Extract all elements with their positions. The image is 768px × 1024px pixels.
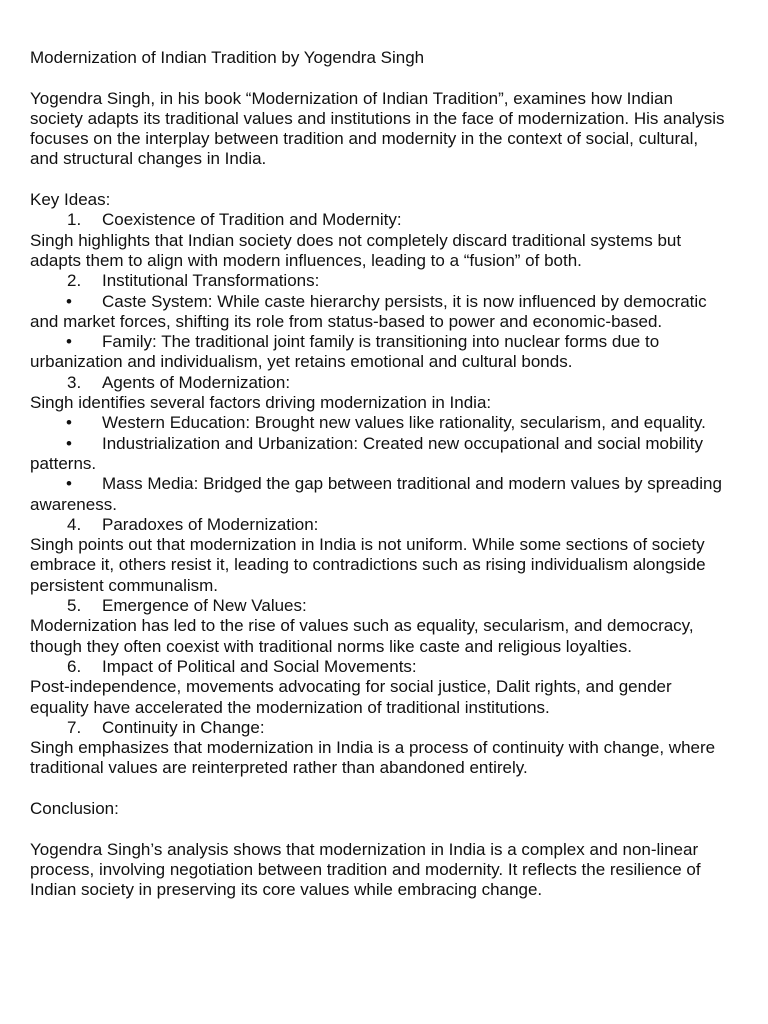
bullet-item <box>30 332 728 373</box>
spacer <box>30 779 728 799</box>
item-heading: Coexistence of Tradition and Modernity: <box>102 210 402 230</box>
item-heading: Impact of Political and Social Movements: <box>102 656 417 676</box>
item-number: 5. <box>67 596 82 616</box>
item-number: 2. <box>67 271 82 291</box>
numbered-item-7 <box>30 718 728 738</box>
item-heading: Continuity in Change: <box>102 717 265 737</box>
bullet-text: Family: The traditional joint family is transitioning into nuclear forms due to urbanization and individualism, yet retains emotional and cultural bonds. <box>30 332 660 372</box>
item-text: Modernization has led to the rise of values such as equality, secularism, and democracy, though they often coexist with traditional norms like caste and religious loyalties. <box>30 616 694 656</box>
item-heading: Emergence of New Values: <box>102 596 307 616</box>
numbered-item-6 <box>30 657 728 677</box>
item-text: Singh emphasizes that modernization in India is a process of continuity with change, where traditional values are reinterpreted rather than abandoned entirely. <box>30 738 716 778</box>
numbered-item-3 <box>30 373 728 393</box>
numbered-item-4 <box>30 515 728 535</box>
conclusion-heading: Conclusion: <box>30 798 119 818</box>
bullet-text: Mass Media: Bridged the gap between traditional and modern values by spreading awareness. <box>30 474 722 514</box>
bullet-icon: • <box>66 291 72 311</box>
numbered-item-5 <box>30 596 728 616</box>
item-text: Singh highlights that Indian society does not completely discard traditional systems but adapts them to align with modern influences, leading to a “fusion” of both. <box>30 230 682 270</box>
bullet-icon: • <box>66 474 72 494</box>
item-number: 6. <box>67 656 82 676</box>
bullet-text: Western Education: Brought new values like rationality, secularism, and equality. <box>102 413 706 433</box>
numbered-item-1 <box>30 210 728 230</box>
spacer <box>30 170 728 190</box>
conclusion-paragraph: Yogendra Singh’s analysis shows that modernization in India is a complex and non-linear process, involving negotiation between tradition and modernity. It reflects the resilience of Indian society in preserving its core values while embracing change. <box>30 839 701 900</box>
bullet-item <box>30 413 728 433</box>
spacer <box>30 68 728 88</box>
document-title: Modernization of Indian Tradition by Yogendra Singh <box>30 48 425 67</box>
item-text: Singh identifies several factors driving modernization in India: <box>30 393 492 413</box>
bullet-text: Industrialization and Urbanization: Created new occupational and social mobility patterns. <box>30 433 704 473</box>
key-ideas-heading: Key Ideas: <box>30 190 111 210</box>
item-text: Singh points out that modernization in India is not uniform. While some sections of society embrace it, others resist it, leading to contradictions such as rising individualism alongside persistent communalism. <box>30 535 706 595</box>
item-heading: Agents of Modernization: <box>102 372 291 392</box>
bullet-icon: • <box>66 332 72 352</box>
item-number: 1. <box>67 210 82 230</box>
spacer <box>30 819 728 839</box>
bullet-item <box>30 434 728 475</box>
item-number: 3. <box>67 372 82 392</box>
item-number: 7. <box>67 717 82 737</box>
bullet-item <box>30 474 728 515</box>
item-heading: Institutional Transformations: <box>102 271 320 291</box>
bullet-item <box>30 292 728 333</box>
item-text: Post-independence, movements advocating for social justice, Dalit rights, and gender equality have accelerated the modernization of traditional institutions. <box>30 677 672 717</box>
item-number: 4. <box>67 514 82 534</box>
item-heading: Paradoxes of Modernization: <box>102 514 319 534</box>
intro-paragraph: Yogendra Singh, in his book “Modernization of Indian Tradition”, examines how Indian society adapts its traditional values and institutions in the face of modernization. His analysis focuses on the interplay between tradition and modernity in the context of social, cultural, and structural changes in India. <box>30 88 725 169</box>
bullet-icon: • <box>66 433 72 453</box>
bullet-text: Caste System: While caste hierarchy persists, it is now influenced by democratic and market forces, shifting its role from status-based to power and economic-based. <box>30 291 707 331</box>
bullet-icon: • <box>66 413 72 433</box>
numbered-item-2 <box>30 271 728 291</box>
